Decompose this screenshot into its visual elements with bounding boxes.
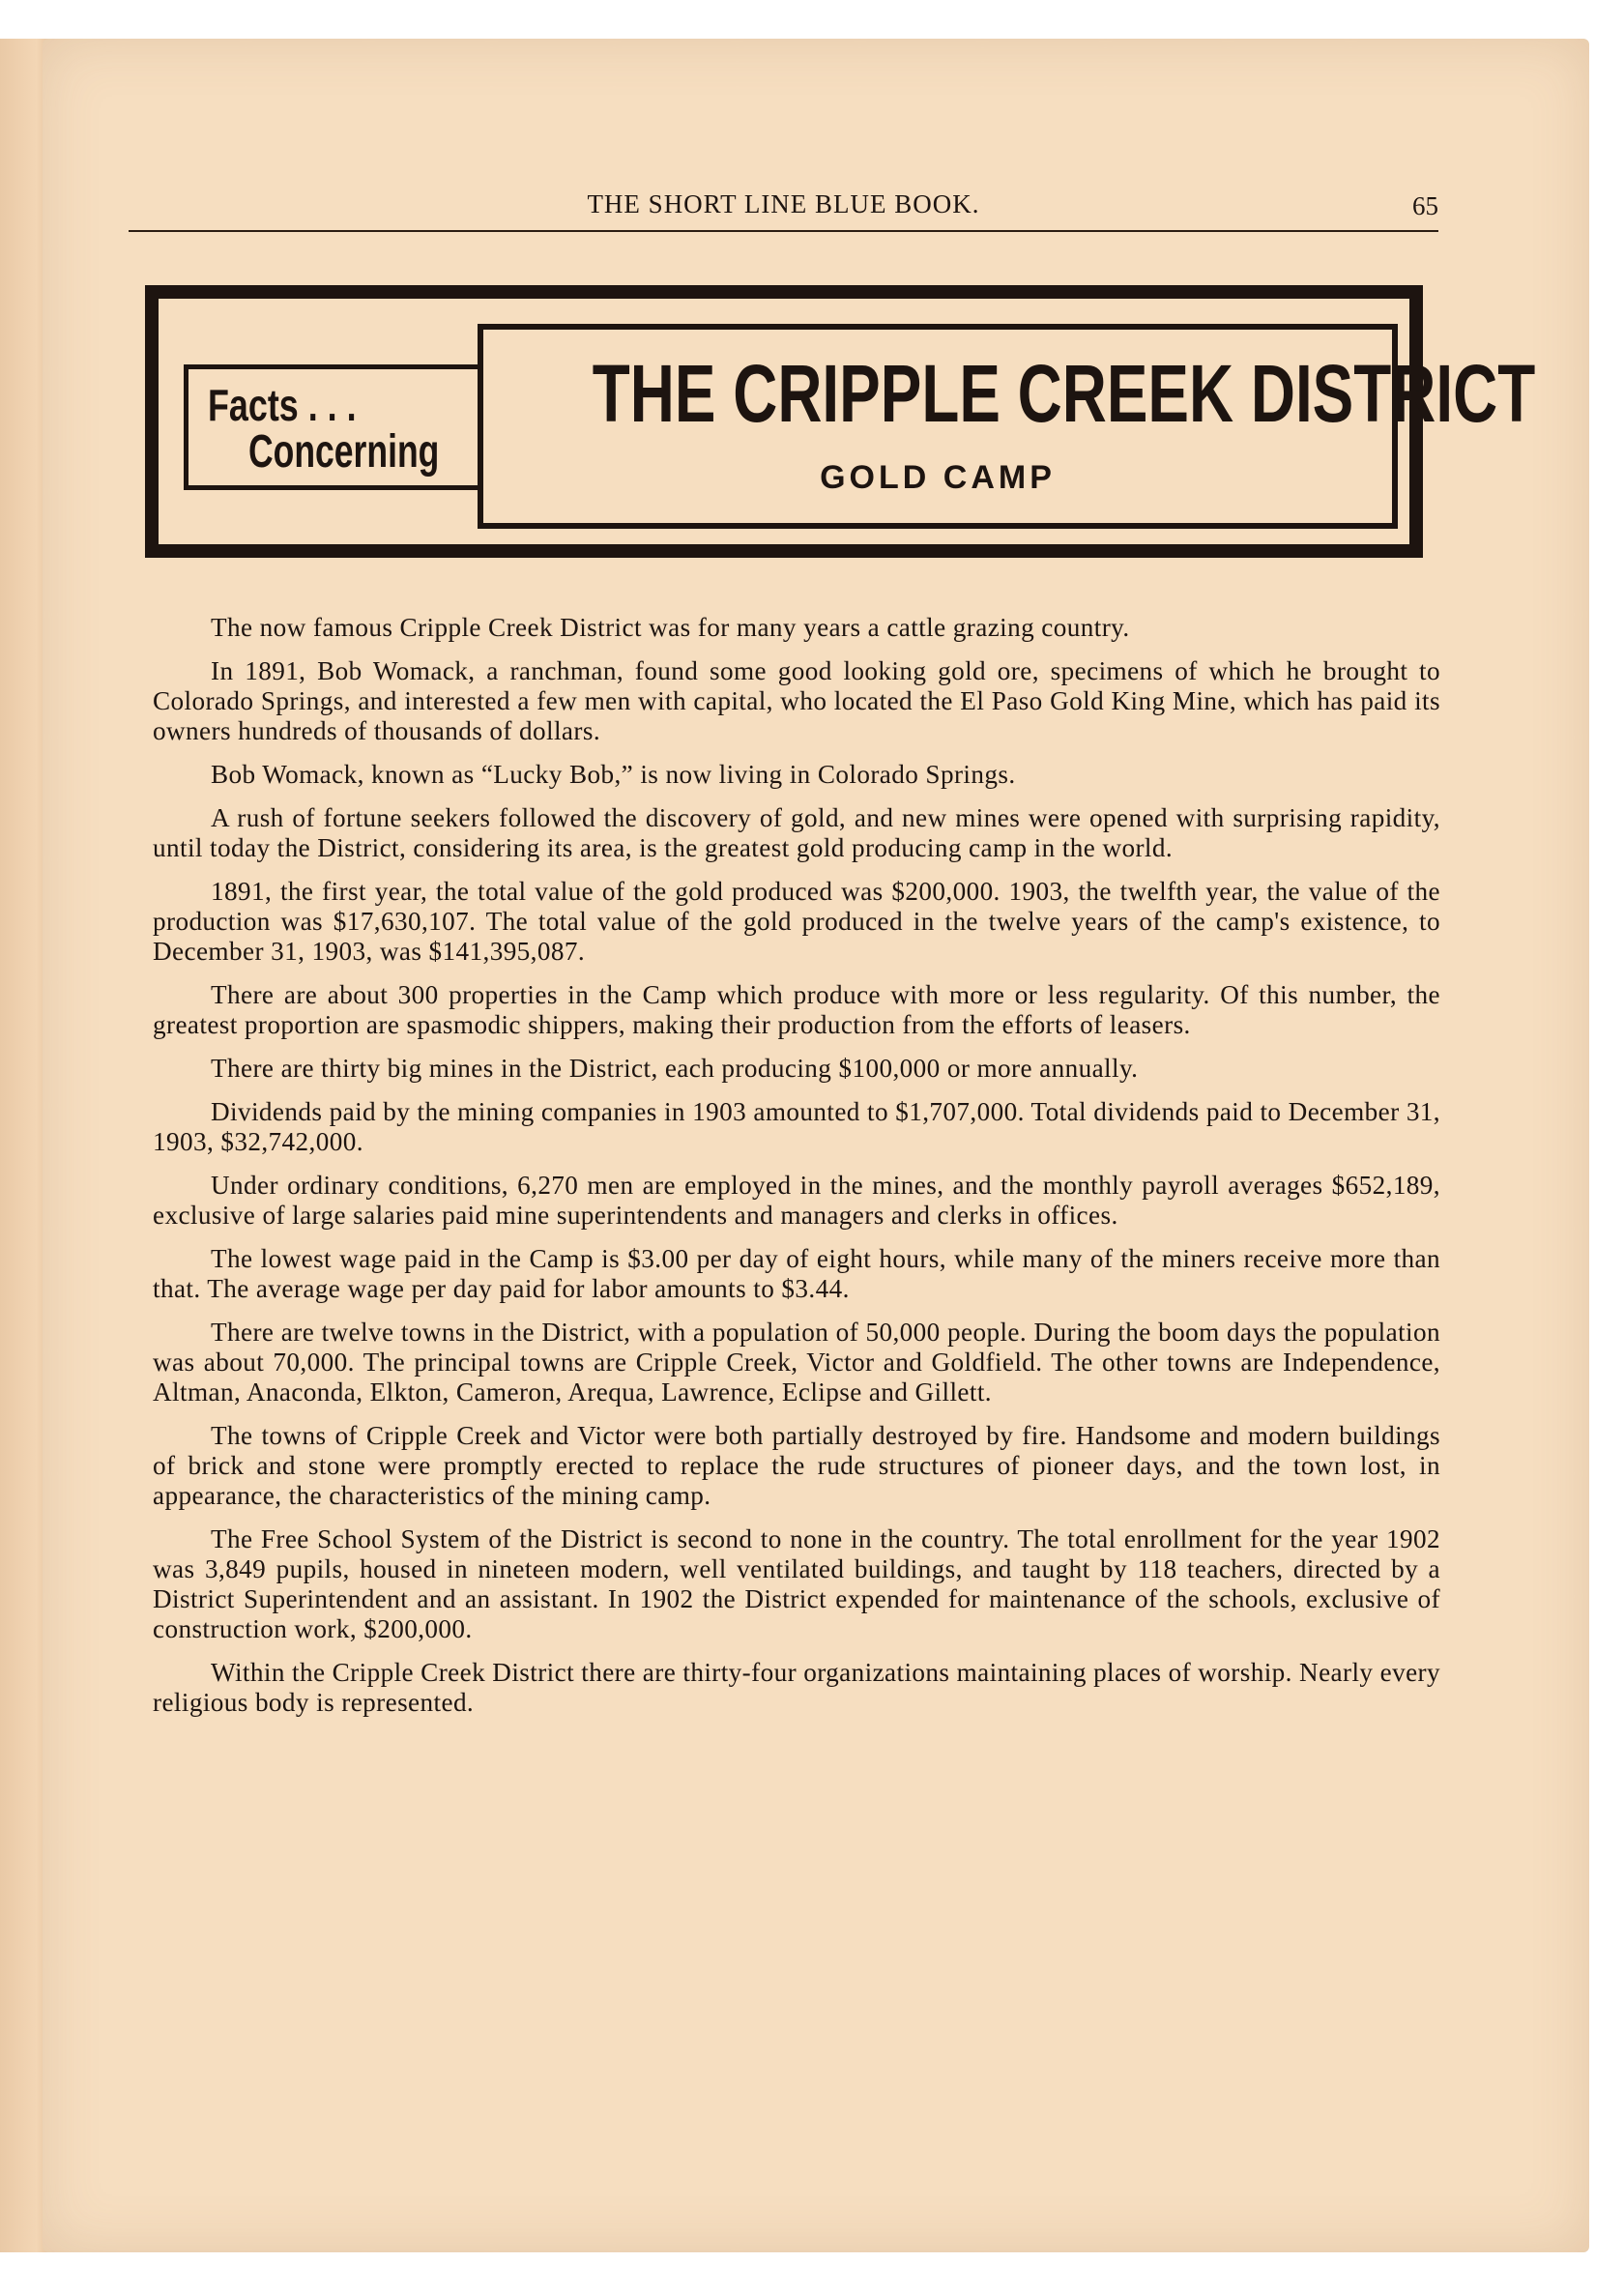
paragraph: Dividends paid by the mining companies in 1903 amounted to $1,707,000. Total dividends paid to December 31, 1903, $32,742,000. <box>153 1097 1440 1156</box>
paragraph: The towns of Cripple Creek and Victor were both partially destroyed by fire. Handsome and modern buildings of brick and stone were promptly erected to replace the rude structures of pioneer days, and the town lost, in appearance, the characteristics of the mining camp. <box>153 1421 1440 1510</box>
facts-label: Facts . . . <box>208 380 357 430</box>
paragraph: The now famous Cripple Creek District was for many years a cattle grazing country. <box>211 613 1130 642</box>
article-title: THE CRIPPLE CREEK DISTRICT <box>592 348 1536 439</box>
paragraph: A rush of fortune seekers followed the discovery of gold, and new mines were opened with surprising rapidity, until today the District, considering its area, is the greatest gold producing camp in the world. <box>153 803 1440 862</box>
concerning-label: Concerning <box>248 426 440 478</box>
title-banner <box>145 285 1536 558</box>
paragraph: Within the Cripple Creek District there are thirty-four organizations maintaining places of worship. Nearly every religious body is represented. <box>153 1658 1440 1717</box>
paragraph: 1891, the first year, the total value of the gold produced was $200,000. 1903, the twelfth year, the value of the production was $17,630,107. The total value of the gold produced in the twelve years of the camp's existence, to December 31, 1903, was $141,395,087. <box>153 877 1440 966</box>
facts-concerning-box <box>184 364 483 490</box>
title-box <box>478 324 1536 529</box>
paragraph: The lowest wage paid in the Camp is $3.00 per day of eight hours, while many of the miners receive more than that. The average wage per day paid for labor amounts to $3.44. <box>153 1244 1440 1303</box>
article-subtitle: GOLD CAMP <box>820 459 1056 496</box>
page-number: 65 <box>1412 191 1438 220</box>
article-body <box>153 613 1440 1731</box>
paragraph: There are about 300 properties in the Camp which produce with more or less regularity. Of this number, the greatest proportion are spasmodic shippers, making their production from the efforts of leasers. <box>153 980 1440 1039</box>
paragraph: There are thirty big mines in the District, each producing $100,000 or more annually. <box>211 1054 1139 1083</box>
paragraph: There are twelve towns in the District, with a population of 50,000 people. During the boom days the population was about 70,000. The principal towns are Cripple Creek, Victor and Goldfield. The other towns are Independence, Altman, Anaconda, Elkton, Cameron, Arequa, Lawrence, Eclipse and Gillett. <box>153 1318 1440 1406</box>
paragraph: Under ordinary conditions, 6,270 men are employed in the mines, and the monthly payroll averages $652,189, exclusive of large salaries paid mine superintendents and managers and clerks in offices. <box>153 1171 1440 1230</box>
running-header-title: THE SHORT LINE BLUE BOOK. <box>587 189 980 218</box>
paragraph: The Free School System of the District is second to none in the country. The total enrollment for the year 1902 was 3,849 pupils, housed in nineteen modern, well ventilated buildings, and taught by 118 teachers, directed by a District Superintendent and an assistant. In 1902 the District expended for maintenance of the schools, exclusive of construction work, $200,000. <box>153 1524 1440 1643</box>
paragraph: In 1891, Bob Womack, a ranchman, found some good looking gold ore, specimens of which he brought to Colorado Springs, and interested a few men with capital, who located the El Paso Gold King Mine, which has paid its owners hundreds of thousands of dollars. <box>153 656 1440 745</box>
paragraph: Bob Womack, known as “Lucky Bob,” is now living in Colorado Springs. <box>211 760 1016 789</box>
running-header <box>129 184 1438 232</box>
